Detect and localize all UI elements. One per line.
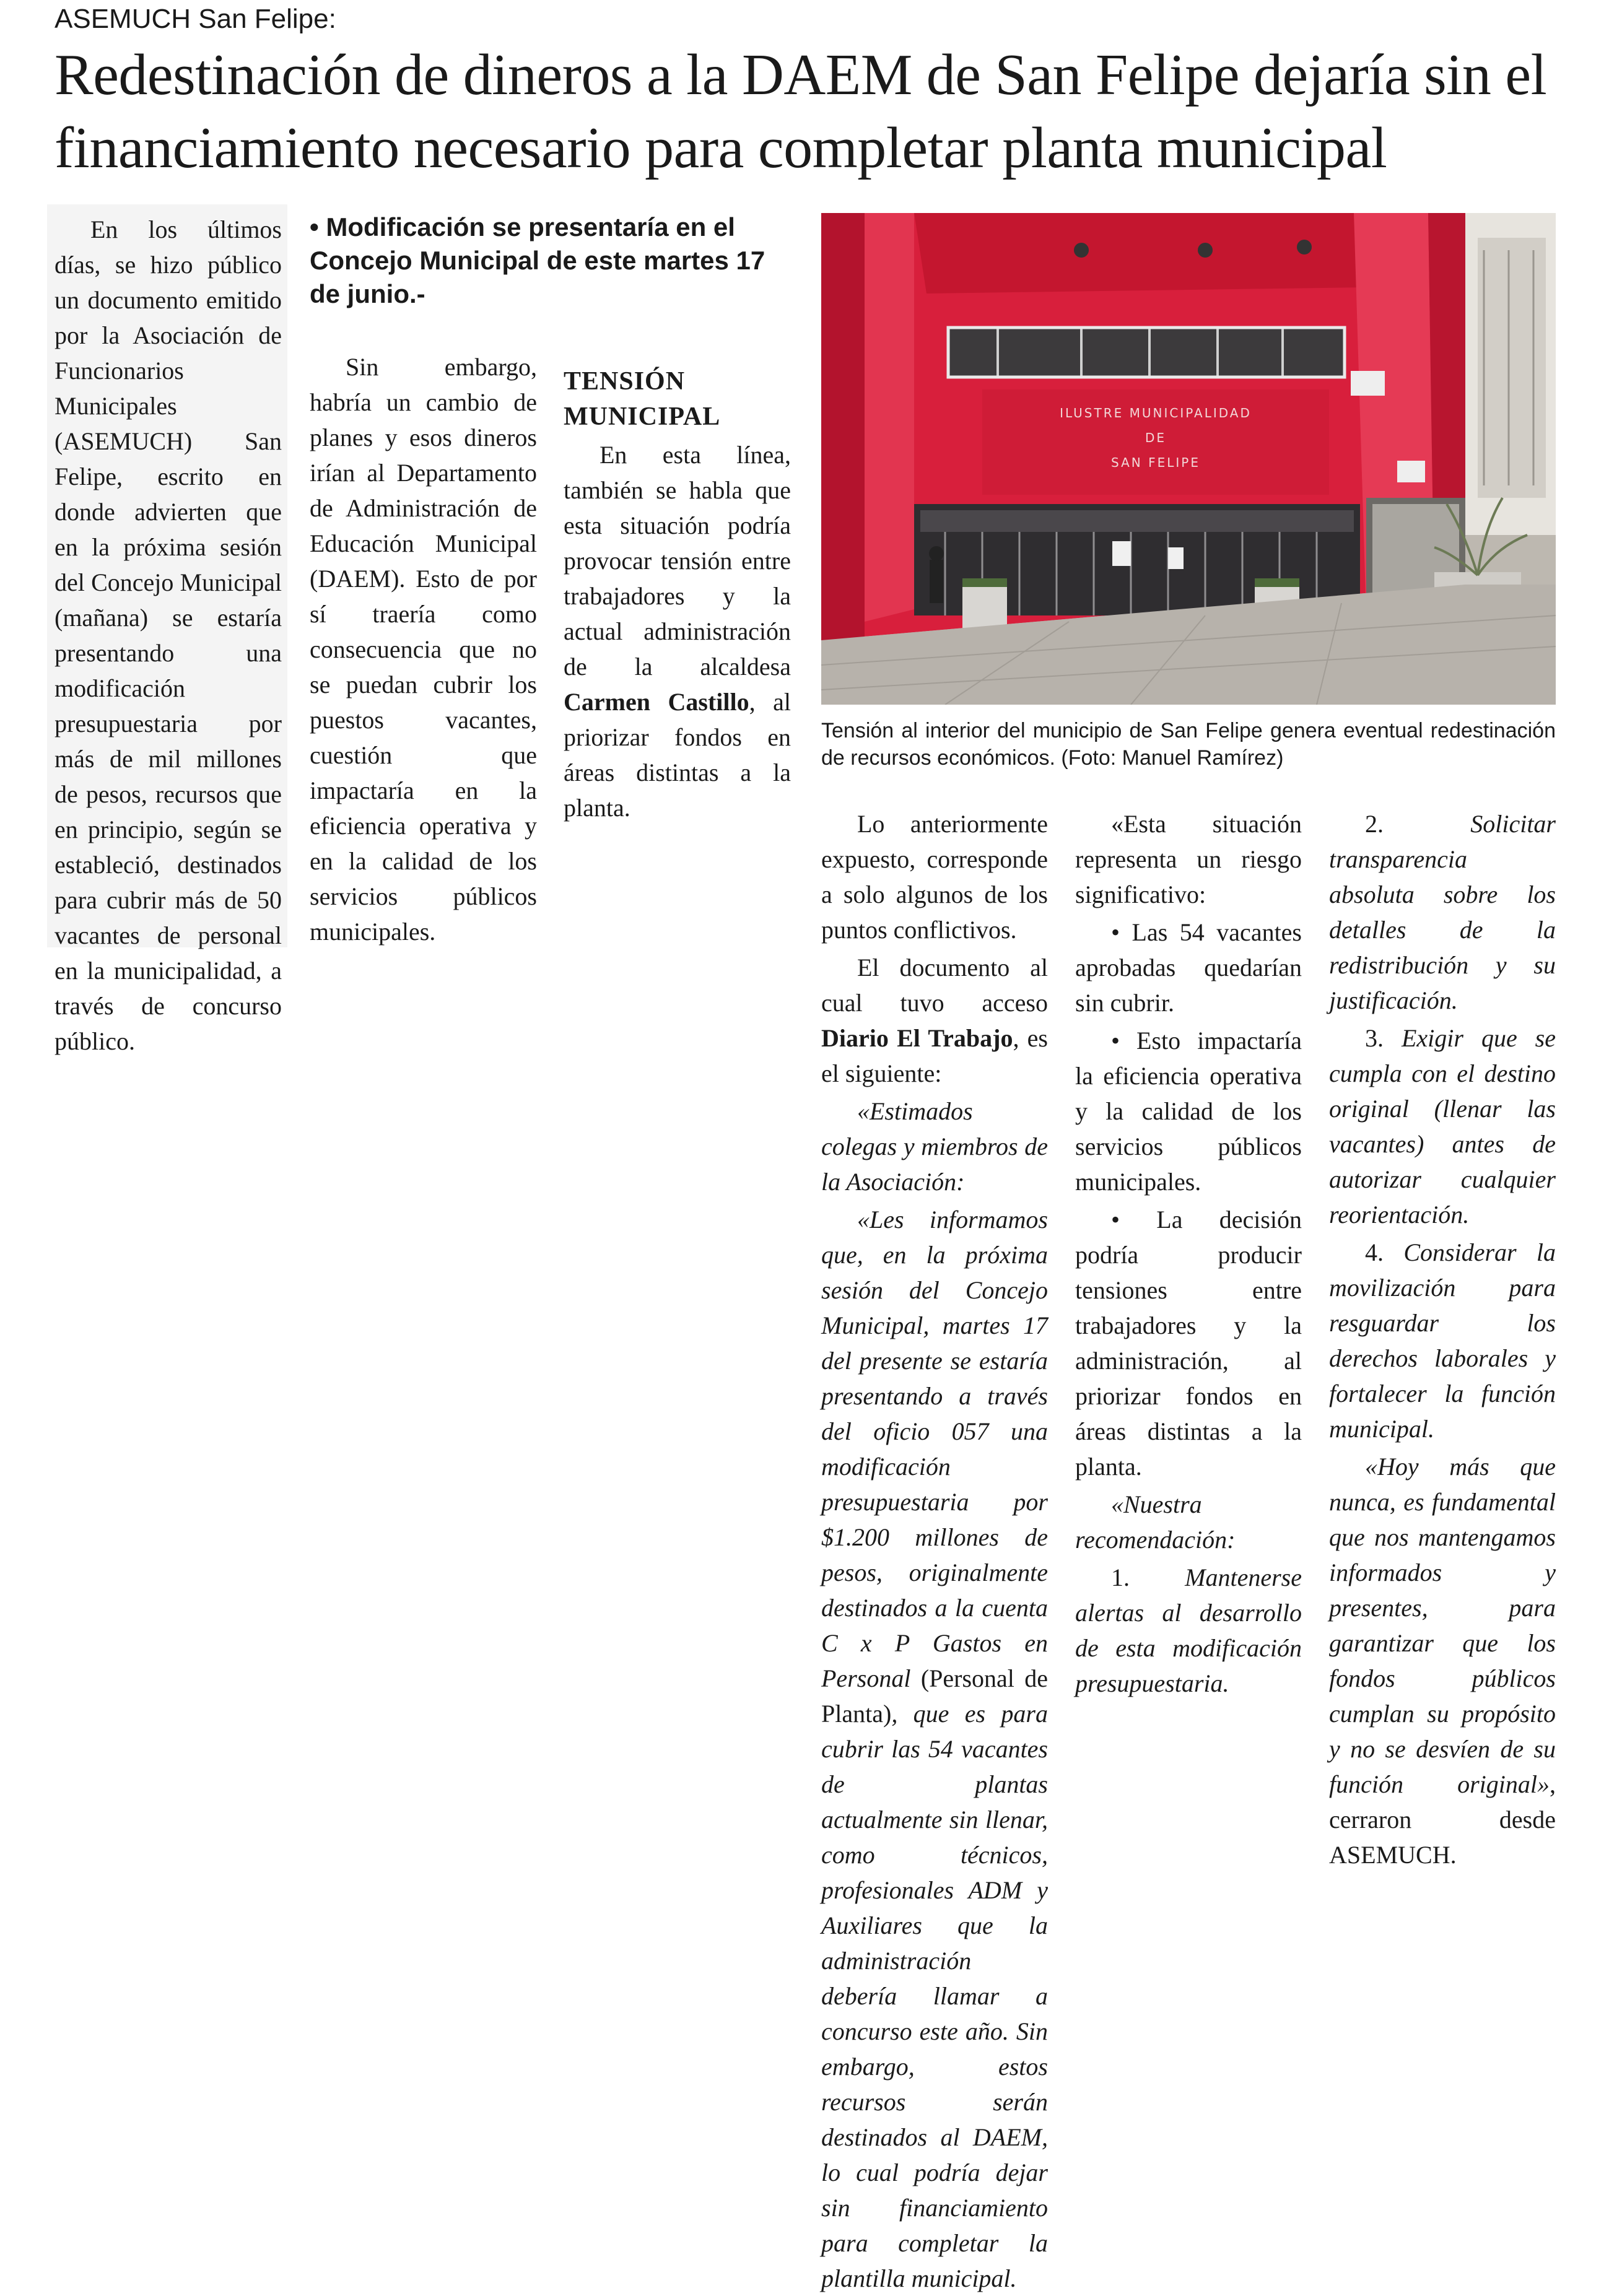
quote-greeting: «Estimados colegas y miembros de la Asociación: — [821, 1097, 1048, 1196]
article-column-3 — [564, 349, 791, 825]
deck-subtitle: • Modificación se presentaría en el Concejo Municipal de este martes 17 de junio.- — [310, 212, 765, 308]
sign-line-3: SAN FELIPE — [1111, 455, 1200, 470]
subheading-tension: TENSIÓN MUNICIPAL — [564, 367, 721, 431]
quote-information: «Les informamos que, en la próxima sesión del Concejo Municipal, martes 17 del presente se estaría presentando a través del oficio 057 una modificación presupuestaria por $1.200 millones de pesos, originalmente destinados a la cuenta C x P Gastos en Personal (Personal de Planta), que es para cubrir las 54 vacantes de plantas actualmente sin llenar, como técnicos, profesionales ADM y Auxiliares que la administración debería llamar a concurso este año. Sin embargo, estos recursos serán destinados al DAEM, lo cual podría dejar sin financiamiento para completar la plantilla municipal. — [821, 1206, 1049, 2292]
section-kicker: ASEMUCH San Felipe: — [55, 4, 336, 34]
headline: Redestinación de dineros a la DAEM de San Felipe dejaría sin el financiamiento necesario para completar planta municipal — [55, 43, 1547, 180]
paragraph-tension: En esta línea, también se habla que esta situación podría provocar tensión entre trabajadores y la actual administración de la alcaldesa Carmen Castillo, al priorizar fondos en áreas distintas a la planta. — [564, 441, 791, 822]
sign-line-2: DE — [1145, 430, 1167, 445]
municipality-photo — [821, 213, 1556, 705]
mayor-name: Carmen Castillo — [564, 688, 749, 716]
bullet-vacancies: • Las 54 vacantes aprobadas quedarían sin cubrir. — [1075, 918, 1302, 1017]
paragraph-document: El documento al cual tuvo acceso Diario El Trabajo, es el siguiente: — [821, 954, 1048, 1087]
article-column-5 — [1075, 806, 1302, 1701]
recommendation-3: 3. Exigir que se cumpla con el destino original (llenar las vacantes) antes de autorizar cualquier reorientación. — [1329, 1024, 1556, 1228]
paragraph-plans: Sin embargo, habría un cambio de planes y esos dineros irían al Departamento de Administración de Educación Municipal (DAEM). Esto de por sí traería como consecuencia que no se puedan cubrir los puestos vacantes, cuestión que impactaría en la eficiencia operativa y en la calidad de los servicios públicos municipales. — [310, 353, 537, 946]
photo-caption: Tensión al interior del municipio de San Felipe genera eventual redestinación de recursos económicos. (Foto: Manuel Ramírez) — [821, 719, 1556, 770]
quote-recommendation: «Nuestra recomendación: — [1075, 1490, 1236, 1554]
quote-closing: «Hoy más que nunca, es fundamental que nos mantengamos informados y presentes, para garantizar que los fondos públicos cumplan su propósito y no se desvíen de su función original», cerraron desde ASEMUCH. — [1329, 1453, 1556, 1869]
article-column-4 — [821, 806, 1048, 2296]
bullet-efficiency: • Esto impactaría la eficiencia operativa y la calidad de los servicios públicos municipales. — [1075, 1027, 1302, 1196]
article-column-2 — [310, 349, 537, 949]
article-column-1 — [55, 212, 282, 1059]
sign-line-1: ILUSTRE MUNICIPALIDAD — [1060, 406, 1252, 420]
article-column-6 — [1329, 806, 1556, 1872]
newspaper-name: Diario El Trabajo — [821, 1024, 1013, 1052]
recommendation-1: 1. Mantenerse alertas al desarrollo de esta modificación presupuestaria. — [1075, 1563, 1302, 1697]
recommendation-2: 2. Solicitar transparencia absoluta sobre los detalles de la redistribución y su justificación. — [1329, 810, 1556, 1014]
paragraph-conflicts: Lo anteriormente expuesto, corresponde a solo algunos de los puntos conflictivos. — [821, 810, 1048, 944]
quote-risk: «Esta situación representa un riesgo significativo: — [1075, 810, 1302, 908]
paragraph-intro: En los últimos días, se hizo público un documento emitido por la Asociación de Funcionarios Municipales (ASEMUCH) San Felipe, escrito en donde advierten que en la próxima sesión del Concejo Municipal (mañana) se estaría presentando una modificación presupuestaria por más de mil millones de pesos, recursos que en principio, según se estableció, destinados para cubrir más de 50 vacantes de personal en la municipalidad, a través de concurso público. — [55, 215, 282, 1055]
recommendation-4: 4. Considerar la movilización para resguardar los derechos laborales y fortalecer la función municipal. — [1329, 1238, 1556, 1443]
bullet-tensions: • La decisión podría producir tensiones entre trabajadores y la administración, al priorizar fondos en áreas distintas a la planta. — [1075, 1206, 1302, 1481]
